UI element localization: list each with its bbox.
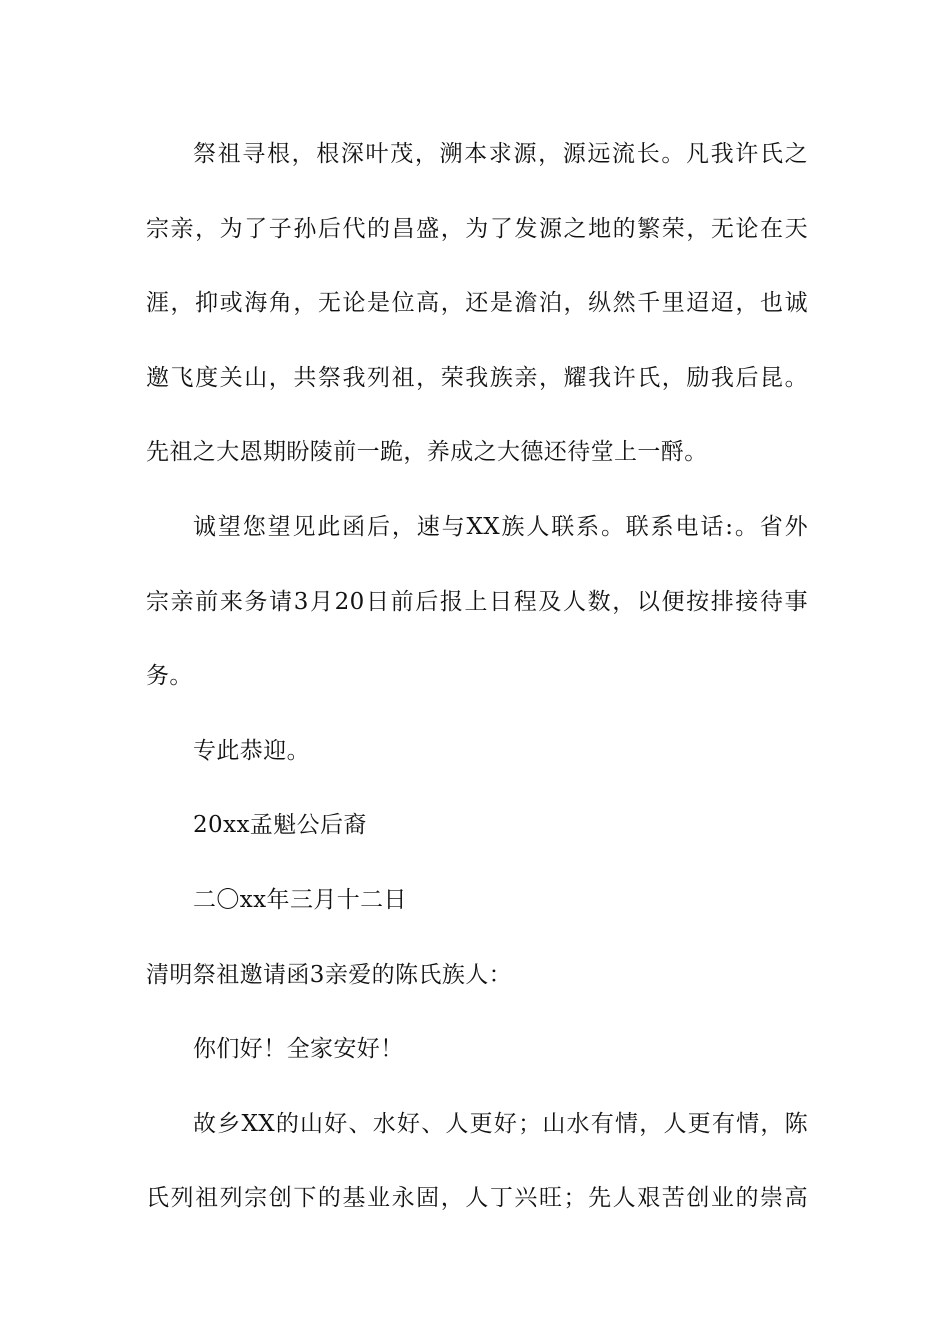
- text-line: 氏列祖列宗创下的基业永固，人丁兴旺；先人艰苦创业的崇高: [146, 1185, 808, 1212]
- text-line: 清明祭祖邀请函3亲爱的陈氏族人：: [146, 961, 513, 988]
- text-line: 专此恭迎。: [193, 737, 310, 764]
- text-line: 先祖之大恩期盼陵前一跪，养成之大德还待堂上一酹。: [146, 439, 708, 466]
- text-line: 涯，抑或海角，无论是位高，还是澹泊，纵然千里迢迢，也诚: [146, 290, 808, 317]
- text-line: 故乡XX的山好、水好、人更好；山水有情，人更有情，陈: [193, 1110, 808, 1137]
- text-line: 宗亲，为了子孙后代的昌盛，为了发源之地的繁荣，无论在天: [146, 215, 808, 242]
- document-body: [146, 126, 808, 1245]
- text-line: 20xx孟魁公后裔: [193, 812, 367, 839]
- text-line: 祭祖寻根，根深叶茂，溯本求源，源远流长。凡我许氏之: [193, 141, 808, 167]
- text-line: 你们好！全家安好！: [193, 1036, 404, 1063]
- text-line: 邀飞度关山，共祭我列祖，荣我族亲，耀我许氏，励我后昆。: [146, 364, 808, 391]
- text-line: 宗亲前来务请3月20日前后报上日程及人数，以便按排接待事: [146, 588, 808, 615]
- text-line: 务。: [146, 663, 193, 690]
- text-line: 诚望您望见此函后，速与XX族人联系。联系电话:。省外: [193, 513, 808, 540]
- text-line: 二〇xx年三月十二日: [193, 886, 407, 913]
